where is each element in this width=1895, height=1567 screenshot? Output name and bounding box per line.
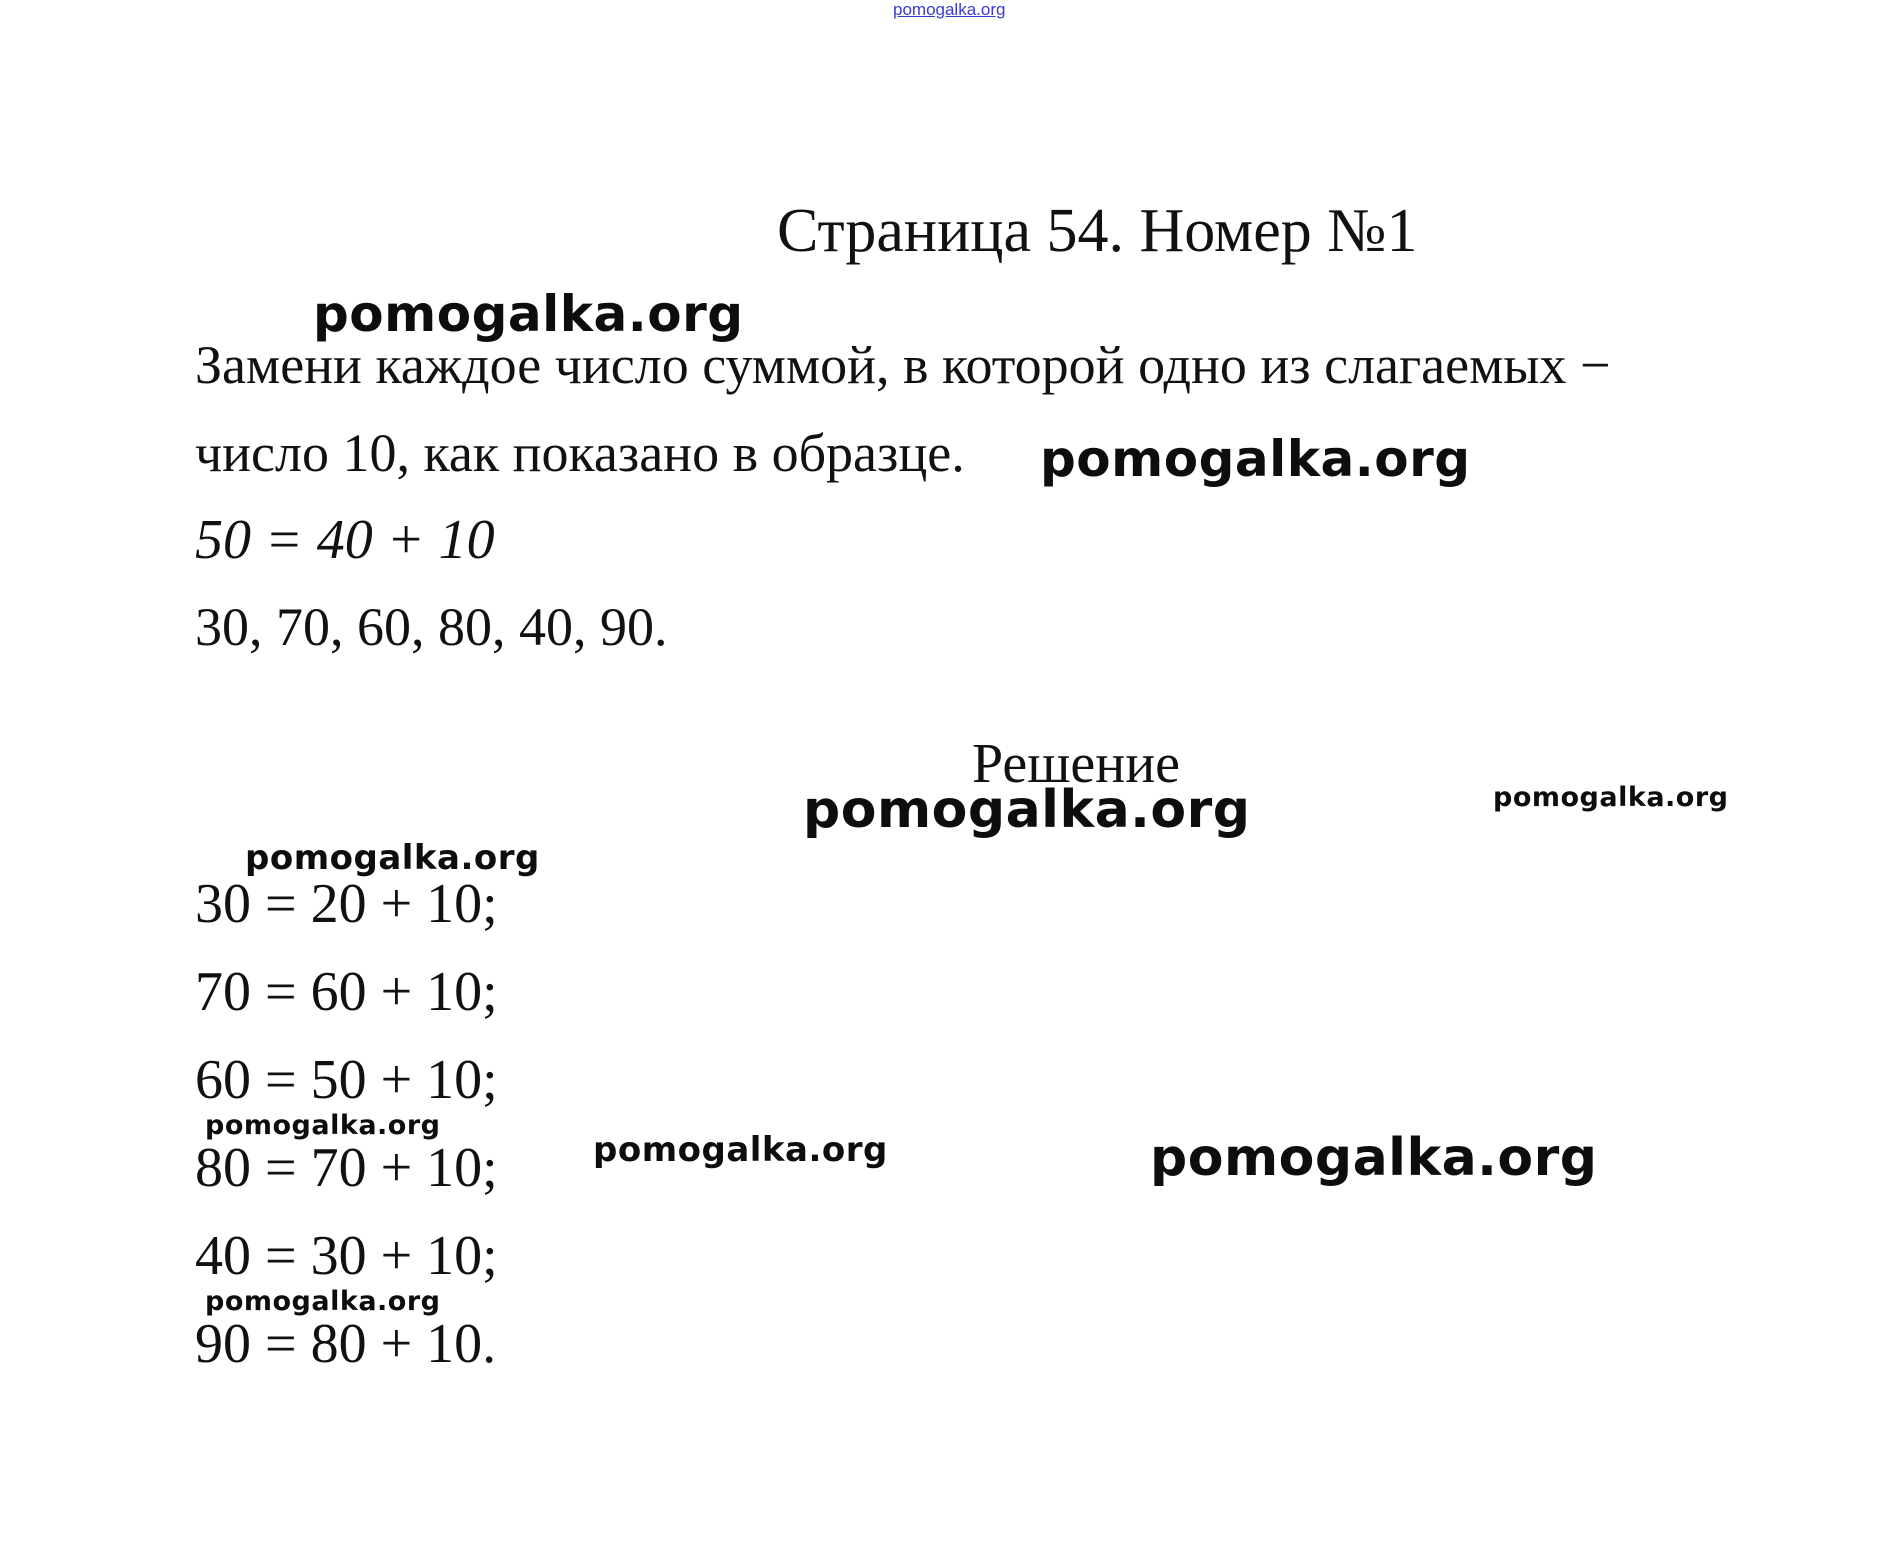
solution-line-6: 90 = 80 + 10. xyxy=(195,1313,497,1375)
watermark: pomogalka.org xyxy=(205,1110,441,1141)
solution-line-2: 70 = 60 + 10; xyxy=(195,961,498,1023)
solution-line-1: 30 = 20 + 10; xyxy=(195,873,498,935)
watermark: pomogalka.org xyxy=(803,780,1251,840)
task-text-line-2: число 10, как показано в образце. xyxy=(195,423,965,483)
solution-heading: Решение xyxy=(972,733,1181,795)
watermark: pomogalka.org xyxy=(245,838,540,878)
watermark: pomogalka.org xyxy=(1493,782,1729,813)
top-site-link[interactable]: pomogalka.org xyxy=(893,0,1006,19)
watermark: pomogalka.org xyxy=(205,1286,441,1317)
watermark: pomogalka.org xyxy=(1040,430,1471,488)
watermark: pomogalka.org xyxy=(593,1130,888,1170)
task-example: 50 = 40 + 10 xyxy=(195,509,495,571)
solution-line-3: 60 = 50 + 10; xyxy=(195,1049,498,1111)
watermark: pomogalka.org xyxy=(313,285,744,343)
task-numbers: 30, 70, 60, 80, 40, 90. xyxy=(195,597,668,657)
page-title: Страница 54. Номер №1 xyxy=(777,197,1418,265)
solution-line-4: 80 = 70 + 10; xyxy=(195,1137,498,1199)
watermark: pomogalka.org xyxy=(1150,1128,1598,1188)
task-text-line-1: Замени каждое число суммой, в которой одно из слагаемых − xyxy=(195,335,1611,395)
solution-line-5: 40 = 30 + 10; xyxy=(195,1225,498,1287)
